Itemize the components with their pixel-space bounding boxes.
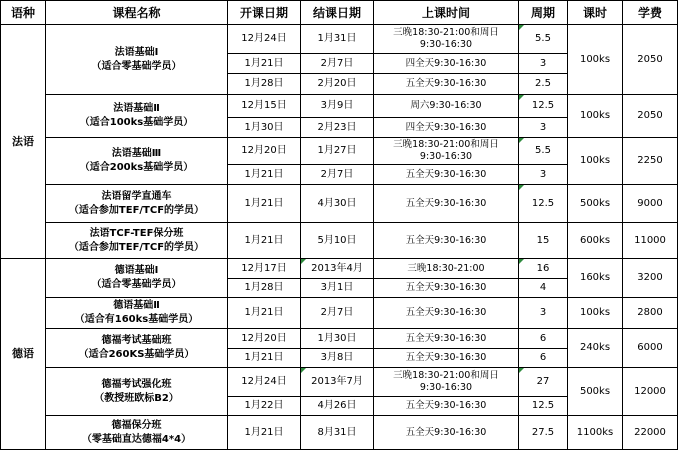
cell-line: 德福保分班 — [111, 419, 162, 431]
end-date-cell: 4月30日 — [301, 185, 374, 223]
table-row — [1, 416, 678, 450]
header-cell: 上课时间 — [374, 1, 519, 25]
start-date-cell: 1月28日 — [228, 74, 301, 95]
cell-line: 五全天9:30-16:30 — [405, 426, 487, 438]
cell-line: 德福考试强化班 — [101, 378, 172, 390]
hours-cell: 100ks — [568, 95, 623, 138]
end-date-cell: 2月23日 — [301, 118, 374, 138]
header-cell: 周期 — [519, 1, 568, 25]
cell-line: 法语基础Ⅰ — [114, 46, 159, 58]
fee-cell: 9000 — [623, 185, 678, 223]
hours-cell: 500ks — [568, 368, 623, 416]
cell-line: 五全天9:30-16:30 — [405, 307, 487, 318]
class-time-cell — [374, 397, 519, 416]
cell-line: 五全天9:30-16:30 — [405, 352, 487, 363]
table-row — [1, 259, 678, 279]
cell-line: 四全天9:30-16:30 — [405, 57, 487, 69]
end-date-cell: 2013年7月 — [301, 368, 374, 397]
start-date-cell: 1月21日 — [228, 54, 301, 74]
end-date-cell: 3月8日 — [301, 349, 374, 368]
end-date-cell: 2月7日 — [301, 165, 374, 185]
start-date-cell: 12月20日 — [228, 329, 301, 349]
start-date-cell: 12月24日 — [228, 25, 301, 54]
cell-line: 9:30-16:30 — [419, 382, 473, 393]
cell-line: 五全天9:30-16:30 — [405, 332, 487, 344]
class-time-cell — [374, 95, 519, 118]
cell-line: （适合有160ks基础学员） — [74, 314, 199, 325]
fee-cell: 2800 — [623, 298, 678, 329]
end-date-cell: 5月10日 — [301, 223, 374, 259]
period-cell: 27.5 — [519, 416, 568, 450]
header-cell: 语种 — [1, 1, 46, 25]
period-cell: 12.5 — [519, 185, 568, 223]
cell-line: （适合260KS基础学员） — [78, 349, 195, 360]
start-date-cell: 12月15日 — [228, 95, 301, 118]
table-row — [1, 138, 678, 165]
class-time-cell — [374, 185, 519, 223]
class-time-cell — [374, 259, 519, 279]
end-date-cell: 1月30日 — [301, 329, 374, 349]
period-cell: 3 — [519, 298, 568, 329]
header-cell: 开课日期 — [228, 1, 301, 25]
period-cell: 5.5 — [519, 25, 568, 54]
period-cell: 4 — [519, 279, 568, 298]
hours-cell: 240ks — [568, 329, 623, 368]
cell-line: 三晚18:30-21:00和周日 — [393, 27, 499, 38]
period-cell: 2.5 — [519, 74, 568, 95]
course-name-cell — [46, 259, 228, 298]
class-time-cell — [374, 25, 519, 54]
fee-cell: 2250 — [623, 138, 678, 185]
fee-cell: 2050 — [623, 25, 678, 95]
fee-cell: 11000 — [623, 223, 678, 259]
hours-cell: 160ks — [568, 259, 623, 298]
cell-line: 法语基础Ⅲ — [111, 148, 162, 159]
period-cell: 16 — [519, 259, 568, 279]
hours-cell: 1100ks — [568, 416, 623, 450]
fee-cell: 6000 — [623, 329, 678, 368]
end-date-cell: 4月26日 — [301, 397, 374, 416]
period-cell: 27 — [519, 368, 568, 397]
end-date-cell: 2月7日 — [301, 298, 374, 329]
class-time-cell — [374, 138, 519, 165]
course-name-cell — [46, 185, 228, 223]
table-row — [1, 223, 678, 259]
end-date-cell: 1月31日 — [301, 25, 374, 54]
cell-line: （适合零基础学员） — [91, 60, 182, 72]
table-row — [1, 25, 678, 54]
course-name-cell — [46, 329, 228, 368]
fee-cell: 3200 — [623, 259, 678, 298]
fee-cell: 12000 — [623, 368, 678, 416]
class-time-cell — [374, 279, 519, 298]
cell-line: 9:30-16:30 — [419, 151, 473, 162]
table-row — [1, 368, 678, 397]
cell-line: （适合零基础学员） — [91, 279, 182, 290]
start-date-cell: 1月21日 — [228, 349, 301, 368]
course-name-cell — [46, 298, 228, 329]
table-row — [1, 298, 678, 329]
start-date-cell: 12月20日 — [228, 138, 301, 165]
start-date-cell: 1月21日 — [228, 298, 301, 329]
hours-cell: 500ks — [568, 185, 623, 223]
table-row — [1, 185, 678, 223]
period-cell: 6 — [519, 329, 568, 349]
class-time-cell — [374, 118, 519, 138]
cell-line: 三晚18:30-21:00 — [407, 262, 485, 274]
class-time-cell — [374, 223, 519, 259]
period-cell: 6 — [519, 349, 568, 368]
end-date-cell: 8月31日 — [301, 416, 374, 450]
period-cell: 3 — [519, 118, 568, 138]
period-cell: 3 — [519, 165, 568, 185]
cell-line: 五全天9:30-16:30 — [405, 282, 487, 293]
start-date-cell: 1月21日 — [228, 416, 301, 450]
period-cell: 12.5 — [519, 397, 568, 416]
cell-line: 五全天9:30-16:30 — [405, 168, 487, 180]
hours-cell: 100ks — [568, 138, 623, 185]
period-cell: 12.5 — [519, 95, 568, 118]
period-cell: 5.5 — [519, 138, 568, 165]
header-cell: 课程名称 — [46, 1, 228, 25]
cell-line: 五全天9:30-16:30 — [405, 197, 487, 209]
header-cell: 结课日期 — [301, 1, 374, 25]
header-cell: 学费 — [623, 1, 678, 25]
fee-cell: 22000 — [623, 416, 678, 450]
class-time-cell — [374, 329, 519, 349]
start-date-cell: 1月21日 — [228, 223, 301, 259]
class-time-cell — [374, 165, 519, 185]
period-cell: 15 — [519, 223, 568, 259]
table-row — [1, 329, 678, 349]
start-date-cell: 12月17日 — [228, 259, 301, 279]
cell-line: 法语基础Ⅱ — [113, 103, 160, 114]
end-date-cell: 2013年4月 — [301, 259, 374, 279]
cell-line: 五全天9:30-16:30 — [405, 234, 487, 246]
cell-line: 德语基础Ⅱ — [113, 300, 160, 311]
start-date-cell: 12月24日 — [228, 368, 301, 397]
course-name-cell — [46, 95, 228, 138]
cell-line: 法语TCF-TEF保分班 — [89, 227, 184, 239]
cell-line: （零基础直达德福4*4） — [81, 433, 192, 445]
course-name-cell — [46, 416, 228, 450]
header-row — [1, 1, 678, 25]
cell-line: 三晚18:30-21:00和周日 — [393, 139, 499, 150]
class-time-cell — [374, 54, 519, 74]
cell-line: 三晚18:30-21:00和周日 — [393, 370, 499, 381]
cell-line: （教授班欧标B2） — [94, 392, 179, 404]
end-date-cell: 2月7日 — [301, 54, 374, 74]
cell-line: 法语留学直通车 — [101, 190, 172, 202]
end-date-cell: 3月9日 — [301, 95, 374, 118]
cell-line: 德语基础Ⅰ — [114, 265, 159, 276]
cell-line: （适合参加TEF/TCF的学员） — [68, 241, 205, 253]
end-date-cell: 1月27日 — [301, 138, 374, 165]
period-cell: 3 — [519, 54, 568, 74]
class-time-cell — [374, 298, 519, 329]
cell-line: 五全天9:30-16:30 — [405, 400, 487, 411]
cell-line: （适合参加TEF/TCF的学员） — [68, 204, 205, 216]
cell-line: （适合200ks基础学员） — [79, 162, 194, 173]
class-time-cell — [374, 74, 519, 95]
start-date-cell: 1月21日 — [228, 185, 301, 223]
course-name-cell — [46, 25, 228, 95]
start-date-cell: 1月30日 — [228, 118, 301, 138]
cell-line: 四全天9:30-16:30 — [405, 121, 487, 133]
cell-line: 9:30-16:30 — [419, 39, 473, 50]
class-time-cell — [374, 349, 519, 368]
hours-cell: 100ks — [568, 25, 623, 95]
course-name-cell — [46, 223, 228, 259]
cell-line: 周六9:30-16:30 — [410, 100, 482, 111]
cell-line: 德福考试基础班 — [101, 335, 172, 346]
end-date-cell: 2月20日 — [301, 74, 374, 95]
class-time-cell — [374, 416, 519, 450]
start-date-cell: 1月21日 — [228, 165, 301, 185]
hours-cell: 600ks — [568, 223, 623, 259]
course-name-cell — [46, 138, 228, 185]
hours-cell: 100ks — [568, 298, 623, 329]
class-time-cell — [374, 368, 519, 397]
language-cell: 法语 — [1, 25, 46, 259]
language-cell: 德语 — [1, 259, 46, 450]
cell-line: 五全天9:30-16:30 — [405, 78, 487, 89]
fee-cell: 2050 — [623, 95, 678, 138]
start-date-cell: 1月22日 — [228, 397, 301, 416]
cell-line: （适合100ks基础学员） — [79, 117, 194, 128]
start-date-cell: 1月28日 — [228, 279, 301, 298]
course-name-cell — [46, 368, 228, 416]
end-date-cell: 3月1日 — [301, 279, 374, 298]
header-cell: 课时 — [568, 1, 623, 25]
table-row — [1, 95, 678, 118]
